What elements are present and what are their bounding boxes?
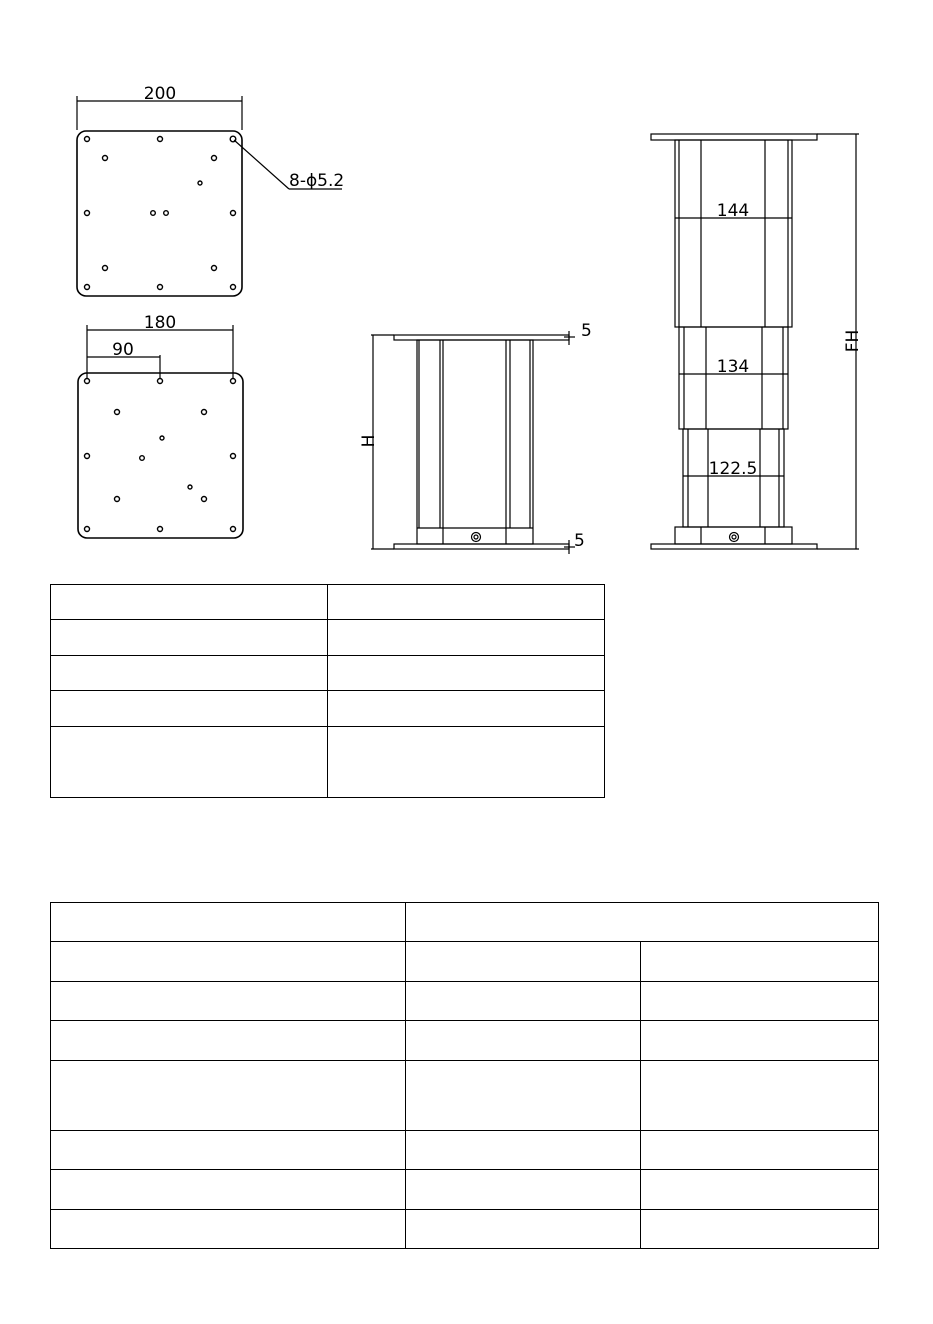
spec-table-1 (50, 584, 605, 798)
stage3-width-label: 122.5 (708, 459, 758, 479)
table-row (51, 942, 879, 982)
table-cell (51, 691, 328, 727)
side-column-body (417, 340, 533, 544)
table-cell (327, 691, 605, 727)
bottom-width-label: 180 (143, 313, 177, 333)
table-cell (51, 585, 328, 620)
table-cell (327, 620, 605, 656)
table-cell (51, 942, 406, 982)
ext-bottom-plate (651, 544, 817, 549)
table-header-cell (51, 903, 406, 942)
stage2-width-label: 134 (716, 357, 750, 377)
table-cell (405, 1170, 641, 1210)
top-plate-holes (85, 136, 236, 289)
full-height-label: FH (843, 329, 863, 353)
side-bottom-plate (394, 544, 569, 549)
table-cell (405, 982, 641, 1021)
table-cell (641, 1061, 879, 1131)
table-cell (641, 1170, 879, 1210)
side-view-retracted (371, 331, 575, 554)
table-row (51, 691, 605, 727)
table-cell (405, 1131, 641, 1170)
table-row (51, 620, 605, 656)
table-cell (51, 656, 328, 691)
height-label: H (359, 434, 379, 448)
table-cell (405, 942, 641, 982)
table-cell (327, 585, 605, 620)
table-header-cell (405, 903, 878, 942)
table-cell (51, 982, 406, 1021)
top-width-label: 200 (143, 84, 177, 104)
table-cell (327, 656, 605, 691)
ext-cable-port (730, 533, 739, 542)
table-cell (51, 1170, 406, 1210)
table-cell (327, 727, 605, 798)
bottom-plate-outline (78, 373, 243, 538)
table-cell (51, 727, 328, 798)
table-cell (51, 1131, 406, 1170)
side-top-plate (394, 335, 569, 340)
table-row (51, 1210, 879, 1249)
table-row (51, 1170, 879, 1210)
dimension-labels (112, 84, 863, 551)
stage1-width-label: 144 (716, 201, 750, 221)
side-cable-port (472, 533, 481, 542)
bottom-thickness-label: 5 (574, 531, 585, 551)
table-cell (641, 942, 879, 982)
bottom-plate-view (78, 325, 243, 538)
top-plate-view (77, 96, 345, 296)
table-row (51, 585, 605, 620)
table-row (51, 727, 605, 798)
table-cell (51, 1210, 406, 1249)
table-cell (641, 1021, 879, 1061)
ext-stage2 (679, 327, 788, 429)
bottom-plate-holes (85, 379, 236, 532)
table-row (51, 982, 879, 1021)
table-row (51, 1061, 879, 1131)
table-cell (51, 1061, 406, 1131)
table-header-row (51, 903, 879, 942)
top-plate-outline (77, 131, 242, 296)
table-cell (51, 1021, 406, 1061)
table-cell (641, 982, 879, 1021)
ext-top-plate (651, 134, 817, 140)
table-row (51, 1021, 879, 1061)
ext-stage1 (675, 140, 792, 327)
holes-label: 8-ϕ5.2 (289, 171, 345, 191)
spec-table-2 (50, 902, 879, 1249)
table-row (51, 1131, 879, 1170)
table-cell (641, 1131, 879, 1170)
top-thickness-label: 5 (581, 321, 592, 341)
bottom-half-label: 90 (112, 340, 134, 360)
table-cell (641, 1210, 879, 1249)
table-cell (405, 1210, 641, 1249)
table-cell (405, 1061, 641, 1131)
side-view-extended (651, 134, 859, 549)
table-cell (405, 1021, 641, 1061)
table-row (51, 656, 605, 691)
table-cell (51, 620, 328, 656)
